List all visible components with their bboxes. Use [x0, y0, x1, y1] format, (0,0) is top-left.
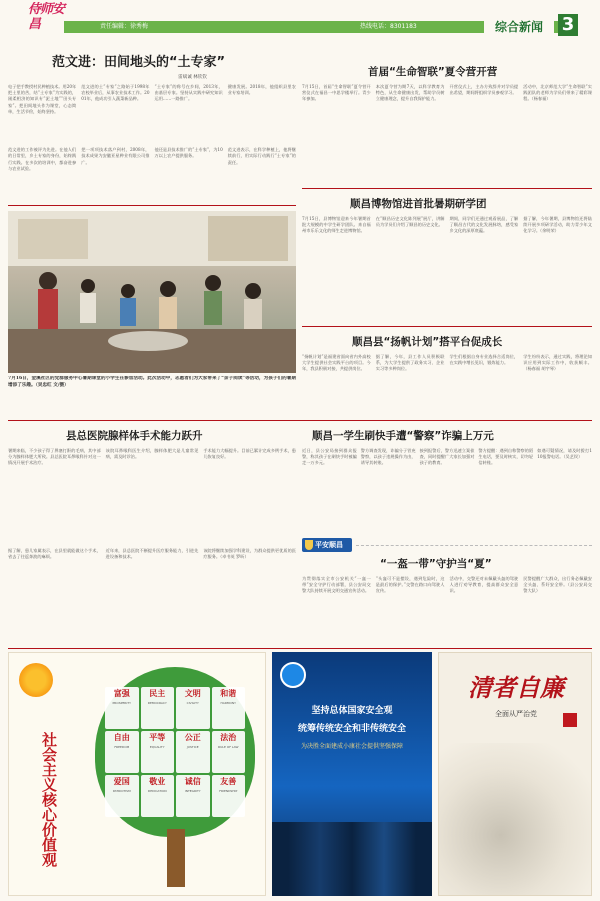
article4-body: [302, 354, 592, 420]
article7-title: “一盔一带”守护当“夏”: [380, 558, 492, 570]
article5-body: [8, 448, 296, 644]
core-value-item: [141, 687, 175, 729]
core-value-label: 富强: [113, 689, 130, 698]
core-value-label: 友善: [220, 777, 237, 786]
article6-body: [302, 448, 592, 536]
sun-icon: [19, 663, 53, 697]
national-security-poster: [272, 652, 432, 896]
integrity-poster: [438, 652, 592, 896]
article2-col: 7月15日，首届“生命智联”夏令营开营仪式在福昌一中思学楼举行。青少年参加。: [302, 84, 371, 102]
article5-col: 该院耳鼻喉科医生介绍，腺样体肥大是儿童常见病，需及时诊治。: [105, 448, 199, 460]
core-value-item: [176, 687, 210, 729]
article4-col: 据了解，今年，县工作人员积极联系，为大学生提供了政务实习、企业实习等多种岗位。: [375, 354, 445, 372]
article1-col: 范文进表示，在科学种植上，他将继续前行，用实际行动践行“土专家”的责任。: [227, 147, 296, 165]
article7-col: 活动中，交警还对未佩戴头盔的驾驶人进行劝导教育，提高群众安全意识。: [449, 576, 519, 594]
article1-col: “土专家”的称号在乡间，2013年，由基层专家。坚持从实践中研究知识运用……一路推广。: [154, 84, 223, 102]
activity-photo-scene: [8, 211, 296, 373]
core-value-label: 平等: [149, 733, 166, 742]
article3-body: [302, 216, 592, 322]
article2-title: 首届“生命智联”夏令营开营: [368, 66, 498, 78]
hotline-label: 热线电话：8301183: [360, 23, 417, 30]
divider: [8, 648, 592, 649]
article7-body: [302, 576, 592, 646]
article3-col: 期间，同学们还通过观看展品，了解了顺昌古代的文化发展脉络，感受家乡文化的深厚底蕴。: [449, 216, 519, 234]
divider: [8, 205, 296, 206]
activity-photo: [8, 211, 296, 373]
city-skyline: [272, 822, 432, 896]
core-value-english: DEMOCRACY: [147, 701, 167, 705]
ink-painting: [439, 743, 592, 896]
core-value-english: PATRIOTISM: [112, 789, 131, 793]
article4-col: “扬帆计划”是福建省面向省内外高校大学生提供社会实践平台的项目。今年，我县积极对接，共提供岗位。: [302, 354, 371, 372]
core-value-label: 法治: [220, 733, 237, 742]
core-value-label: 民主: [149, 689, 166, 698]
poster1-vertical: 社会主义核心价值观: [40, 731, 58, 867]
core-value-english: HARMONY: [220, 701, 236, 705]
poster2-line3: 为决胜全面建成小康社会提供坚强保障: [300, 743, 403, 750]
core-value-english: INTEGRITY: [184, 789, 201, 793]
article6-col: 接到报警后，警方迅速立案侦查，同时提醒广大家长加强对孩子的教育。: [419, 448, 475, 466]
divider: [8, 420, 592, 421]
core-value-item: [141, 775, 175, 817]
core-value-english: CIVILITY: [186, 701, 199, 705]
article1-byline: 雷斌诚 林钦钦: [178, 75, 208, 80]
article6-col: 如遇可疑情况，请及时拨打110报警电话。（吴艺钗）: [537, 448, 592, 460]
article7-col: 为贯彻落实全市公安机关“一盔一带”安全守护行动部署，县公安局交警大队持续开展文明交通宣传活动。: [302, 576, 371, 594]
article1-title: 范文进：田间地头的“土专家”: [52, 55, 226, 70]
article3-col: 在“顺昌历史文化陈列展”展厅，讲解员为学员们介绍了顺昌的历史文化。: [375, 216, 445, 228]
article4-col: 学生纷纷表示，通过实践，将理论知识应用到实际工作中，收获颇丰。（杨春福 胡宇琴）: [523, 354, 592, 372]
core-value-item: [212, 775, 246, 817]
tree-trunk: [167, 829, 185, 887]
core-value-label: 敬业: [149, 777, 166, 786]
core-value-english: EQUALITY: [149, 745, 165, 749]
article6-col: 警方调查发现，诈骗分子冒充警察，以孩子违规操作为由，诱导其转账。: [360, 448, 416, 466]
article1-body: [8, 84, 296, 204]
peace-label: 平安顺昌: [315, 541, 343, 549]
peace-shunchang-badge: [302, 538, 352, 552]
page-number: 3: [558, 14, 578, 36]
editor-label: 责任编辑：徐秀梅: [100, 23, 149, 30]
core-value-item: [176, 731, 210, 773]
article6-title: 顺昌一学生刷快手遭“警察”诈骗上万元: [312, 430, 494, 442]
shield-icon: [305, 540, 313, 550]
globe-icon: [280, 662, 306, 688]
poster2-line1: 坚持总体国家安全观: [311, 706, 393, 716]
article1-col: 他还是县技术推广的“土专家”，为10万以上农户提供服务。: [154, 147, 223, 159]
core-value-english: PROSPERITY: [112, 701, 131, 705]
article1-col: 健康发展。2018年，他组织县里农业专家培训。: [227, 84, 296, 96]
article1-col: 范文进的土“专家”之路始于1998年农校毕业后，从事农业技术工作。2001年，他成功引入蔬菜新品种。: [81, 84, 150, 102]
core-value-english: FREEDOM: [114, 745, 130, 749]
core-value-item: [212, 687, 246, 729]
article2-col: 本次夏令营为期7天，以科学教育为特色，从生命健康出发，帮助学员树立健康理念，提升自我保护能力。: [375, 84, 445, 102]
core-value-item: [141, 731, 175, 773]
divider: [356, 545, 592, 546]
article7-col: 民警提醒广大群众，出行务必佩戴安全头盔、系好安全带。（县公安局交警大队）: [523, 576, 592, 594]
poster2-line2: 统筹传统安全和非传统安全: [297, 724, 406, 734]
article4-title: 顺昌县“扬帆计划”搭平台促成长: [352, 336, 503, 348]
logo-text: 侍师安昌: [28, 2, 65, 32]
article7-col: “头盔可不是摆设，遇到危险时，这是最后的保护。”交警在路口向驾驶人宣传。: [375, 576, 445, 594]
core-values-poster: [8, 652, 266, 896]
core-value-english: DEDICATION: [147, 789, 167, 793]
core-value-label: 诚信: [184, 777, 201, 786]
article5-col: 手术能力大幅提升。目前已累计完成多例手术，患儿恢复良好。: [203, 448, 296, 460]
values-grid: [105, 687, 245, 817]
core-value-label: 公正: [184, 733, 201, 742]
article5-col: 暑期来临，不少孩子得了鼻塞打鼾的毛病，其中部分为腺样体肥大所致。县总医院耳鼻喉科针对这一情况开展手术治疗。: [8, 448, 101, 466]
poster3-title: 清者自廉: [468, 673, 564, 702]
core-value-english: JUSTICE: [186, 745, 199, 749]
core-value-label: 自由: [113, 733, 130, 742]
core-value-english: RULE OF LAW: [218, 745, 239, 749]
article6-col: 警方提醒：遇到自称警察的陌生电话，要及时核实，切勿轻信转账。: [478, 448, 534, 466]
core-value-label: 文明: [184, 689, 201, 698]
article1-col: 电子把手教授村民种植技术。用20年把土里的苦，结“土专家”为实践的，刚柔相济的知识专“泥土地”“田头专家”。把田间地头作为课堂，心态简单，生活节俭，始终坚持。: [8, 84, 77, 114]
core-value-english: FRIENDSHIP: [219, 789, 238, 793]
core-value-item: [212, 731, 246, 773]
article5-col: 近年来，县总医院不断提升医疗服务能力，引进先进设备和技术。: [105, 548, 199, 560]
article4-col: 学生们根据自身专业选择合适岗位，在实践中增长见识，锻炼能力。: [449, 354, 519, 366]
core-value-item: [105, 731, 139, 773]
article2-col: 开营仪式上，主办方致辞并对学员提出希望，期间将组织学员参观学习。: [449, 84, 519, 96]
core-value-label: 爱国: [113, 777, 130, 786]
poster3-subtitle: 全面从严治党: [495, 710, 537, 718]
article5-col: 据了解，患儿家属表示，在县里就能做这个手术，省去了往返奔波的麻烦。: [8, 548, 101, 560]
photo1-caption: 7月16日，金溪社区的党群服务中心暑期课堂的小学生在参加活动。此次活动中，志愿者们为大家带来了“亲子阅读”等活动，为孩子们的暑期增添了乐趣。（吴忠红 文/摄）: [8, 376, 296, 388]
article3-col: 7月15日，县博物馆迎来今年暑期首批大规模的中学生研学团队。来自福州市乐乐文化的师生走进博物馆。: [302, 216, 371, 234]
article6-col: 近日，县公安局接到群众报警，称其孩子在刷快手时被骗走一万多元。: [302, 448, 357, 466]
article5-col: 该院将继续加强学科建设，为群众提供更优质的医疗服务。（卓书英 罗昕）: [203, 548, 296, 560]
seal-stamp: [563, 713, 577, 727]
article3-col: 据了解，今年暑期，县博物馆还将陆续开展多项研学活动，助力青少年文化学习。（余明荣）: [523, 216, 592, 234]
divider: [302, 188, 592, 189]
core-value-item: [105, 775, 139, 817]
article1-col: 范文进的工作被评为先进。在他人们的日常里，乡土专家的身份，始终践行实践。在多次的培训中，都奋进参与农业试验。: [8, 147, 77, 171]
article2-body: [302, 84, 592, 184]
divider: [302, 326, 592, 327]
core-value-item: [105, 687, 139, 729]
core-value-item: [176, 775, 210, 817]
article3-title: 顺昌博物馆进首批暑期研学团: [350, 198, 487, 210]
article2-col: 活动中，北京师范大学“生命智联”实践团队的老师为学员们带来了精彩课程。（杨春福）: [523, 84, 592, 102]
article1-col: 把一项项技术落户到村，2008年，技术成果为安徽亚星种业有限公司推广。: [81, 147, 150, 165]
section-title: 综合新闻: [484, 19, 554, 35]
core-value-label: 和谐: [220, 689, 237, 698]
article5-title: 县总医院腺样体手术能力跃升: [66, 430, 203, 442]
